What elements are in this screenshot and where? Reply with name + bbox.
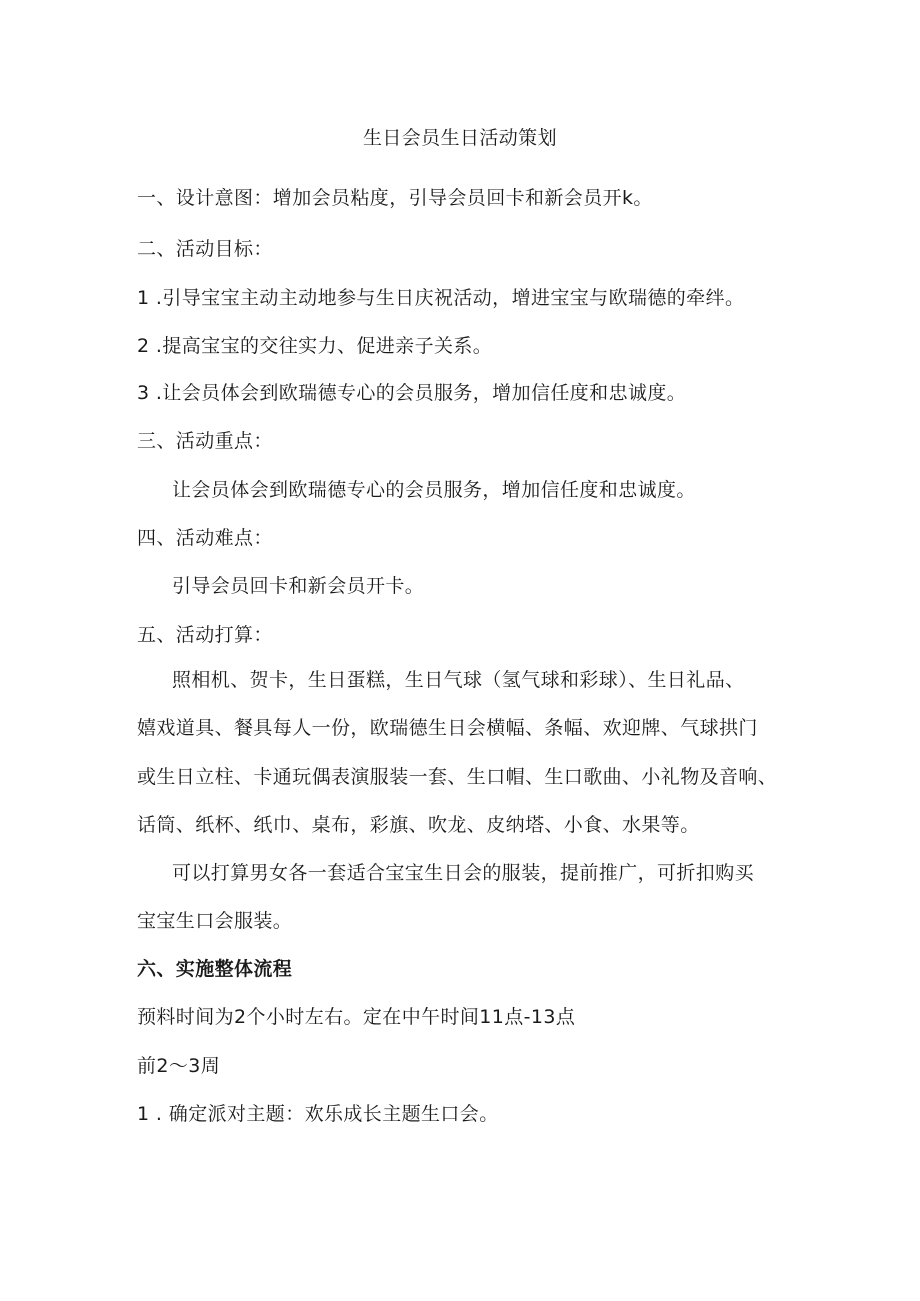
section-5-paragraph-1-line-4: 话筒、纸杯、纸巾、桌布，彩旗、吹龙、皮纳塔、小食、水果等。 <box>137 814 700 836</box>
section-5-heading: 五、活动打算： <box>137 624 273 646</box>
section-5-paragraph-2-line-2: 宝宝生口会服装。 <box>137 910 293 932</box>
section-6-timing: 预料时间为2个小时左右。定在中午时间11点-13点 <box>137 1006 576 1028</box>
section-5-paragraph-1-line-1: 照相机、贺卡，生日蛋糕，生日气球（氢气球和彩球）、生日礼品、 <box>172 669 745 691</box>
section-6-phase-label: 前2〜3周 <box>137 1055 221 1077</box>
section-5-paragraph-1-line-3: 或生日立柱、卡通玩偶表演服装一套、生口帽、生口歌曲、小礼物及音响、 <box>137 766 778 788</box>
document-title: 生日会员生日活动策划 <box>362 127 557 149</box>
goal-item-3: 3 .让会员体会到欧瑞德专心的会员服务，增加信任度和忠诚度。 <box>137 382 687 404</box>
section-4-heading: 四、活动难点： <box>137 527 273 549</box>
section-1-design-intent: 一、设计意图：增加会员粘度，引导会员回卡和新会员开k。 <box>137 187 653 209</box>
section-5-paragraph-1-line-2: 嬉戏道具、餐具每人一份，欧瑞德生日会横幅、条幅、欢迎牌、气球拱门 <box>137 717 758 739</box>
section-3-body: 让会员体会到欧瑞德专心的会员服务，增加信任度和忠诚度。 <box>172 479 696 501</box>
section-5-paragraph-2-line-1: 可以打算男女各一套适合宝宝生日会的服装，提前推广，可折扣购买 <box>172 862 755 884</box>
goal-item-1: 1 .引导宝宝主动主动地参与生日庆祝活动，增进宝宝与欧瑞德的牵绊。 <box>137 287 745 309</box>
section-2-heading: 二、活动目标： <box>137 238 273 260</box>
section-3-heading: 三、活动重点： <box>137 430 273 452</box>
section-4-body: 引导会员回卡和新会员开卡。 <box>172 575 425 597</box>
goal-item-2: 2 .提高宝宝的交往实力、促进亲子关系。 <box>137 335 493 357</box>
section-6-heading: 六、实施整体流程 <box>137 958 293 980</box>
section-6-step-1: 1 . 确定派对主题：欢乐成长主题生口会。 <box>137 1103 499 1125</box>
